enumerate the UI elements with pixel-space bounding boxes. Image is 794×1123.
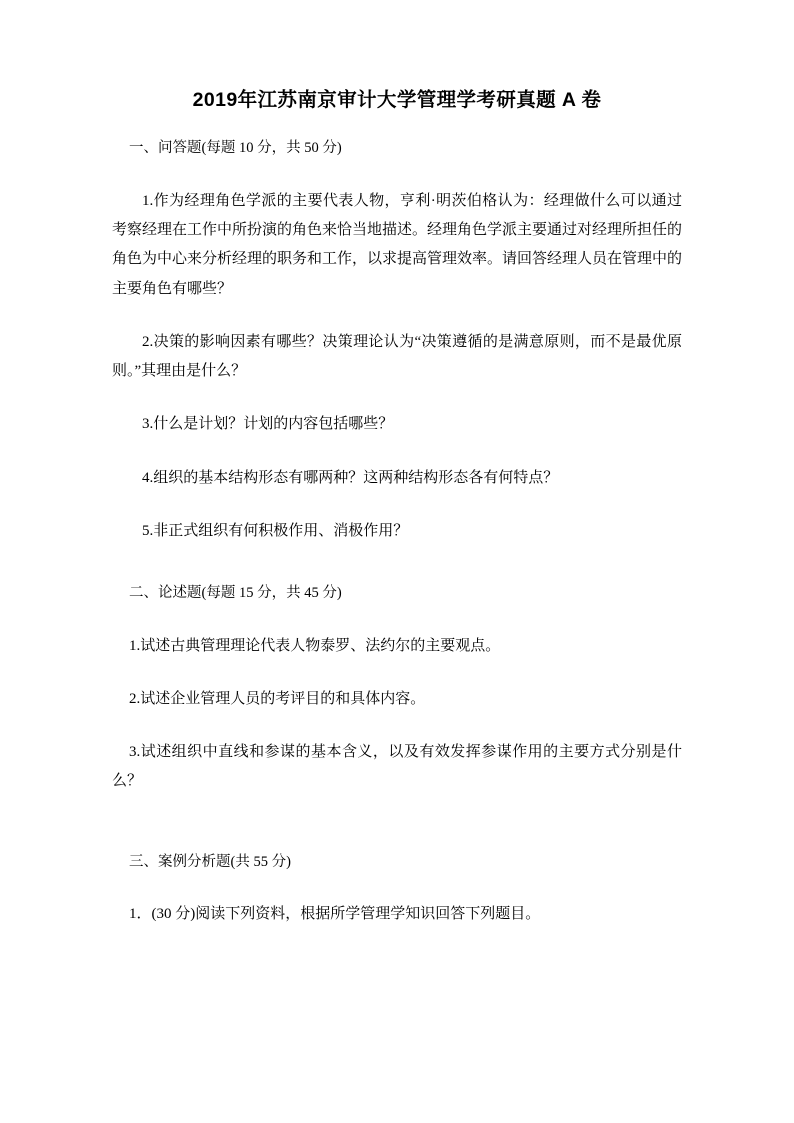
section-heading-1: 一、问答题(每题 10 分，共 50 分)	[129, 140, 342, 157]
question-1-4: 4.组织的基本结构形态有哪两种？这两种结构形态各有何特点？	[142, 469, 559, 486]
question-1-2: 2.决策的影响因素有哪些？决策理论认为“决策遵循的是满意原则，而不是最优原则。”其理由是什么？	[112, 333, 682, 380]
question-2-1: 1.试述古典管理理论代表人物泰罗、法约尔的主要观点。	[129, 637, 501, 654]
question-1-5: 5.非正式组织有何积极作用、消极作用？	[142, 522, 409, 539]
question-1-3: 3.什么是计划？计划的内容包括哪些？	[142, 416, 394, 433]
question-2-3: 3.试述组织中直线和参谋的基本含义，以及有效发挥参谋作用的主要方式分别是什么？	[112, 744, 682, 790]
question-2-2: 2.试述企业管理人员的考评目的和具体内容。	[129, 690, 426, 707]
question-3-1: 1．(30 分)阅读下列资料，根据所学管理学知识回答下列题目。	[129, 906, 541, 923]
section-heading-2: 二、论述题(每题 15 分，共 45 分)	[129, 585, 342, 602]
page-title: 2019年江苏南京审计大学管理学考研真题 A 卷	[192, 89, 602, 111]
question-1-1: 1.作为经理角色学派的主要代表人物，亨利·明茨伯格认为：经理做什么可以通过考察经理在工作中所扮演的角色来恰当地描述。经理角色学派主要通过对经理所担任的角色为中心来分析经理的职务和工作，以求提高管理效率。请回答经理人员在管理中的主要角色有哪些？	[112, 192, 683, 297]
section-heading-3: 三、案例分析题(共 55 分)	[129, 853, 291, 870]
